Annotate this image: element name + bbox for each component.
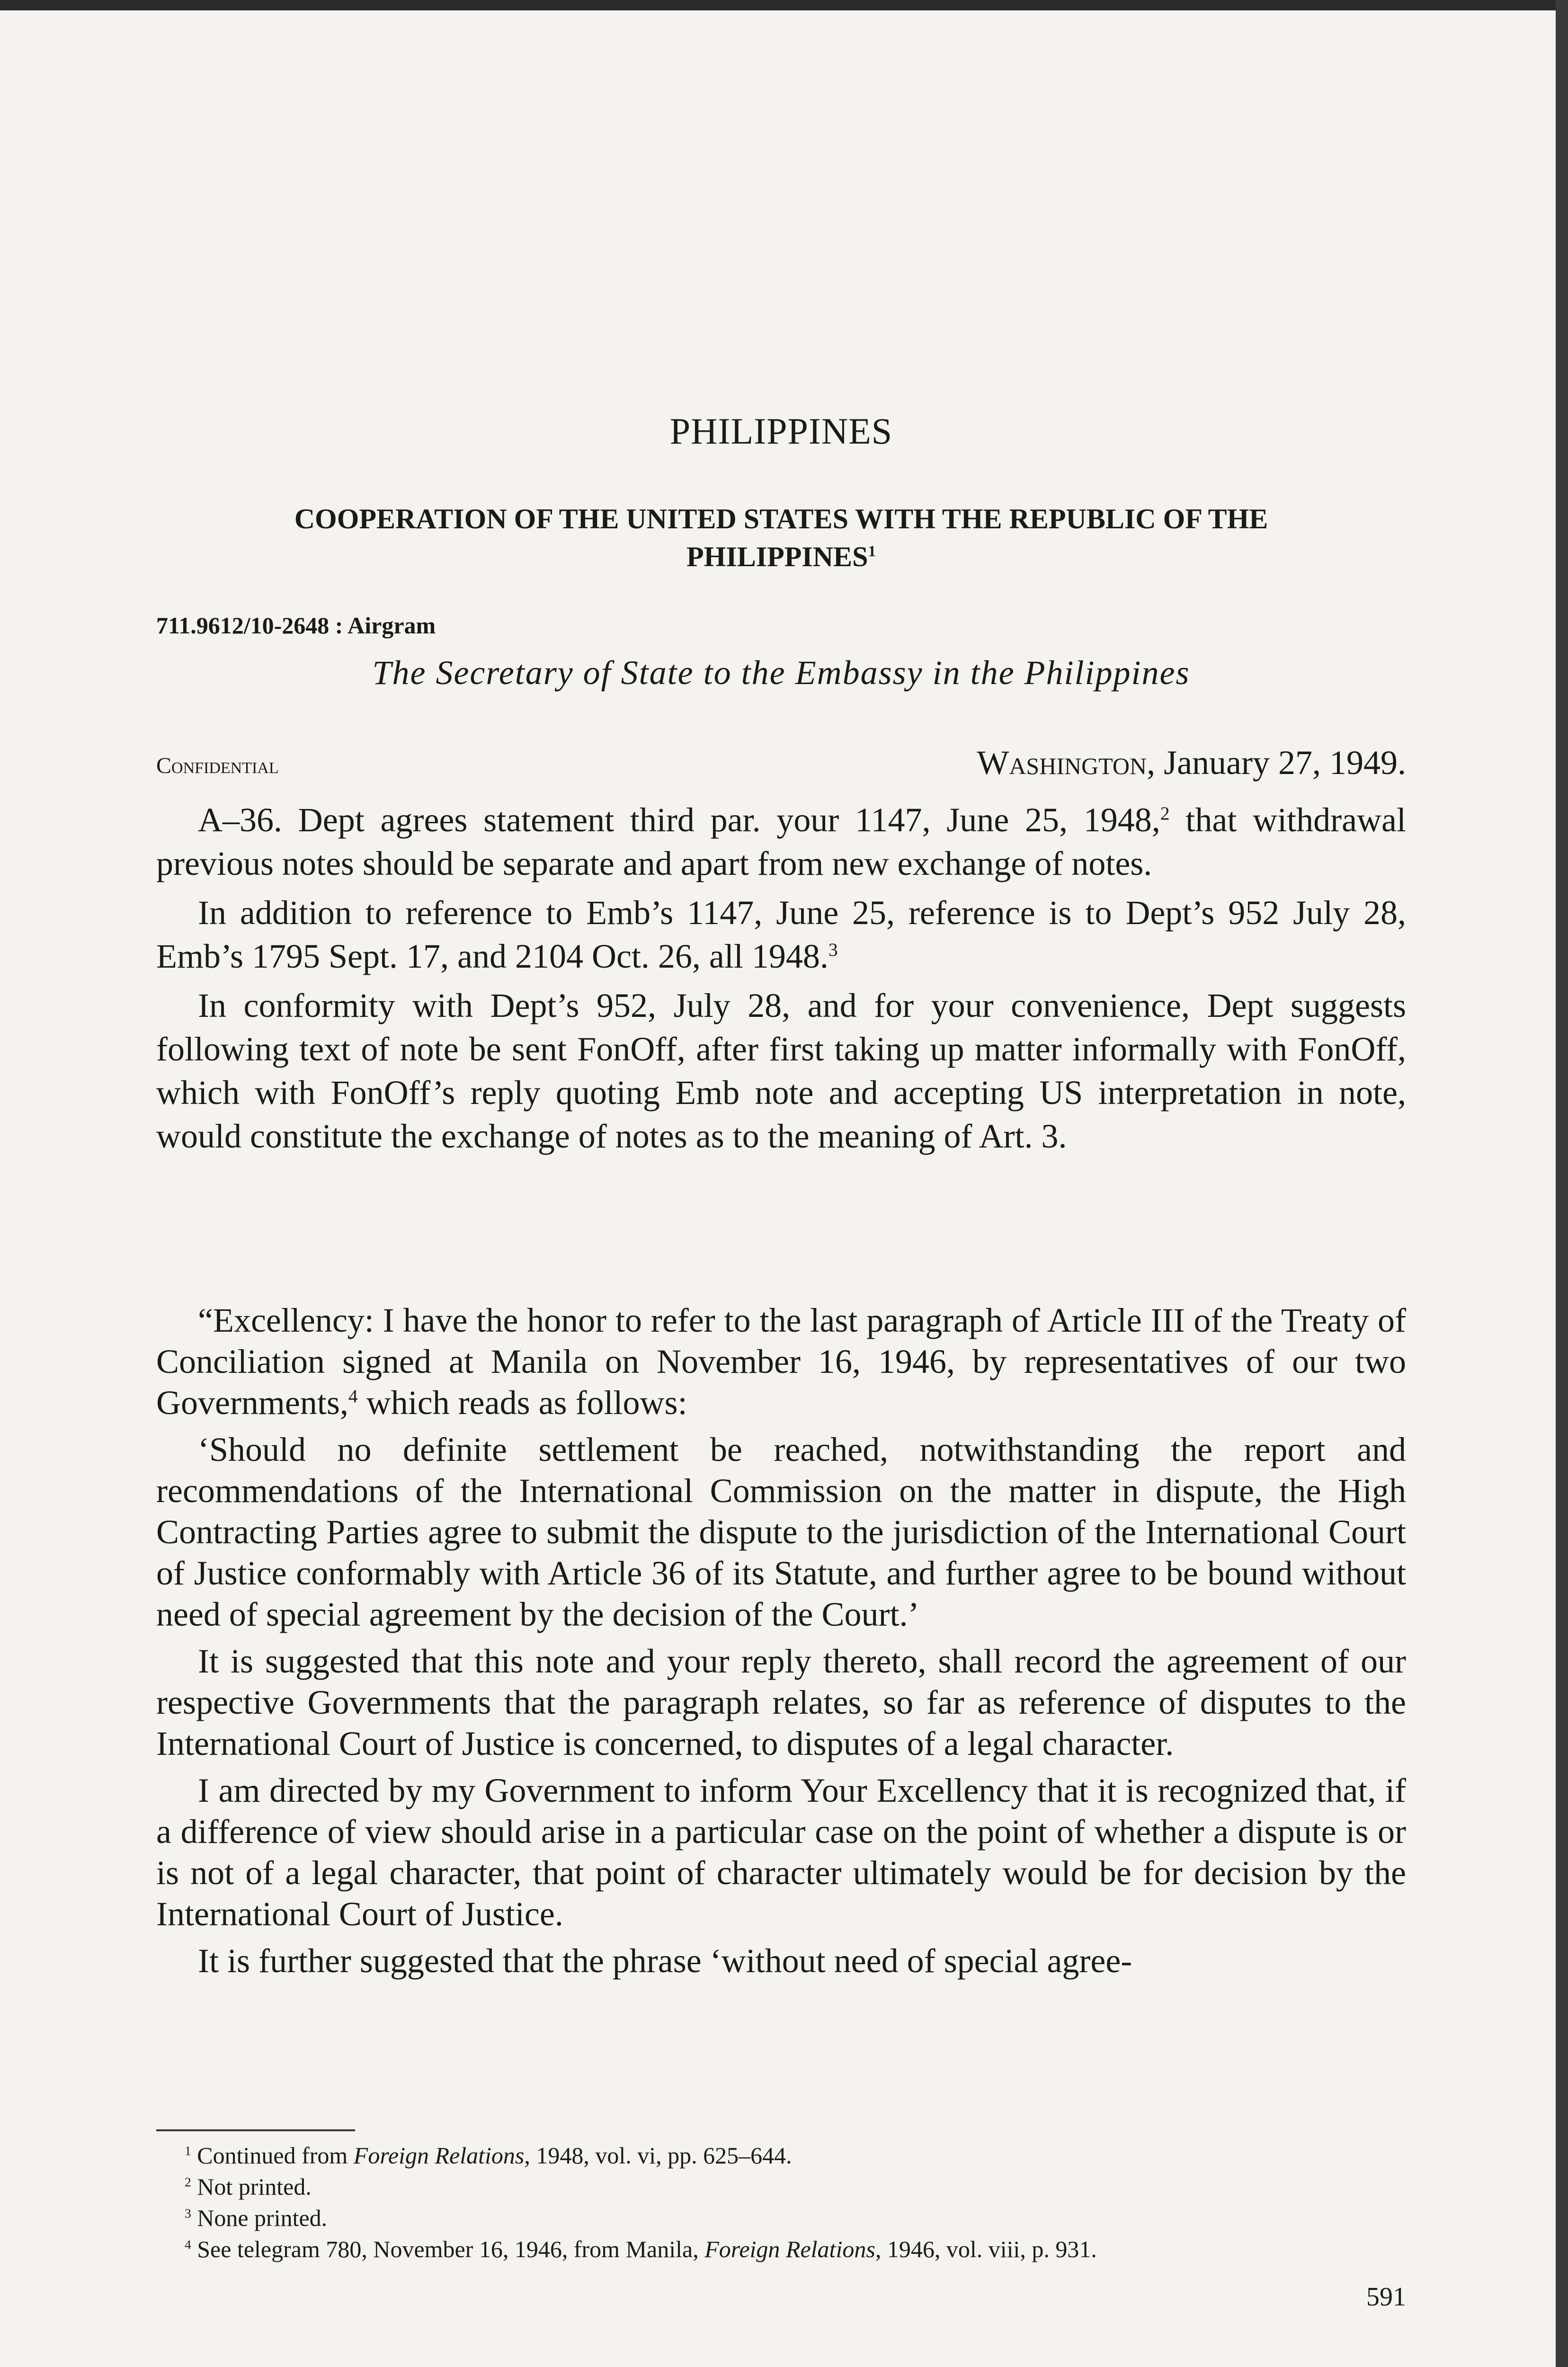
footnote-1-mark: 1 (185, 2143, 191, 2158)
classification-dateline-row (156, 743, 1406, 781)
quote-paragraph-1 (156, 1300, 1406, 1424)
footnote-2-mark: 2 (185, 2174, 191, 2189)
right-edge-shadow (1556, 0, 1568, 2367)
paragraph-1 (156, 798, 1406, 885)
page-title: PHILIPPINES (669, 410, 893, 452)
footnote-2-text: Not printed. (191, 2173, 312, 2200)
footnote-2 (156, 2171, 1406, 2202)
footnote-ref-2: 2 (1160, 803, 1170, 824)
classification-label: Confidential (156, 753, 279, 778)
footnotes (156, 2140, 1406, 2265)
subtitle-line-2-text: PHILIPPINES (686, 541, 868, 572)
footnote-4 (156, 2234, 1406, 2265)
quote-paragraph-5: It is further suggested that the phrase ‘without need of special agree- (198, 1942, 1132, 1980)
quote-paragraph-2: ‘Should no definite settlement be reached, notwithstanding the report and recommendations of the International Commission on the matter in dispute, the High Contracting Parties agree to submit the dispute to the jurisdiction of the International Court of Justice conformably with Article 36 of its Statute, and further agree to be bound without need of special agreement by the decision of the Court.’ (156, 1431, 1406, 1633)
dateline-place: Washington (977, 744, 1147, 782)
top-edge-rule (0, 0, 1568, 10)
footnote-1-a: Continued from (191, 2142, 354, 2169)
paragraph-1-a: A–36. Dept agrees statement third par. your 1147, June 25, 1948, (198, 801, 1160, 839)
subtitle-line-2 (156, 538, 1406, 576)
page-number: 591 (1366, 2282, 1406, 2312)
addressing-line: The Secretary of State to the Embassy in the Philippines (372, 654, 1190, 692)
quote-paragraph-4: I am directed by my Government to inform Your Excellency that it is recognized that, if a difference of view should arise in a particular case on the point of whether a dispute is or is not of a legal character, that point of character ultimately would be for decision by the International Court of Justice. (156, 1771, 1406, 1933)
footnote-1-title: Foreign Relations (353, 2142, 525, 2169)
dateline (977, 743, 1406, 783)
quote-paragraph-1-b: which reads as follows: (357, 1384, 687, 1422)
footnote-3-mark: 3 (185, 2206, 191, 2221)
paragraph-2-a: In addition to reference to Emb’s 1147, June 25, reference is to Dept’s 952 July 28, Emb’s 1795 Sept. 17, and 2104 Oct. 26, all 1948. (156, 894, 1406, 975)
footnote-3 (156, 2202, 1406, 2234)
footnote-4-title: Foreign Relations (704, 2236, 875, 2262)
paragraph-3: In conformity with Dept’s 952, July 28, and for your convenience, Dept suggests following text of note be sent FonOff, after first taking up matter informally with FonOff, which with FonOff’s reply quoting Emb note and accepting US interpretation in note, would constitute the exchange of notes as to the meaning of Art. 3. (156, 987, 1406, 1155)
telegram-body (156, 798, 1406, 1164)
section-subtitle (156, 500, 1406, 576)
quote-paragraph-1-a: “Excellency: I have the honor to refer to the last paragraph of Article III of the Treaty of Conciliation signed at Manila on November 16, 1946, by representatives of our two Governments, (156, 1301, 1406, 1422)
quote-paragraph-3: It is suggested that this note and your reply thereto, shall record the agreement of our respective Governments that the paragraph relates, so far as reference of disputes to the International Court of Justice is concerned, to disputes of a legal character. (156, 1642, 1406, 1762)
footnote-1-b: , 1948, vol. vi, pp. 625–644. (524, 2142, 792, 2169)
footnote-divider (156, 2129, 355, 2131)
footnote-4-b: , 1946, vol. viii, p. 931. (875, 2236, 1097, 2262)
footnote-ref-1: 1 (868, 543, 876, 560)
paragraph-1-b: that withdrawal previous notes should be separate and apart from new exchange of notes. (156, 801, 1407, 882)
file-reference: 711.9612/10-2648 : Airgram (156, 612, 436, 639)
paragraph-2 (156, 891, 1406, 978)
footnote-4-mark: 4 (185, 2237, 191, 2252)
footnote-ref-4: 4 (348, 1386, 358, 1406)
subtitle-line-1: COOPERATION OF THE UNITED STATES WITH THE REPUBLIC OF THE (294, 503, 1268, 534)
dateline-date: , January 27, 1949. (1147, 744, 1406, 782)
footnote-1 (156, 2140, 1406, 2171)
footnote-ref-3: 3 (828, 939, 838, 960)
quoted-note (156, 1300, 1406, 1987)
footnote-3-text: None printed. (191, 2205, 328, 2231)
footnote-4-a: See telegram 780, November 16, 1946, from Manila, (191, 2236, 705, 2262)
